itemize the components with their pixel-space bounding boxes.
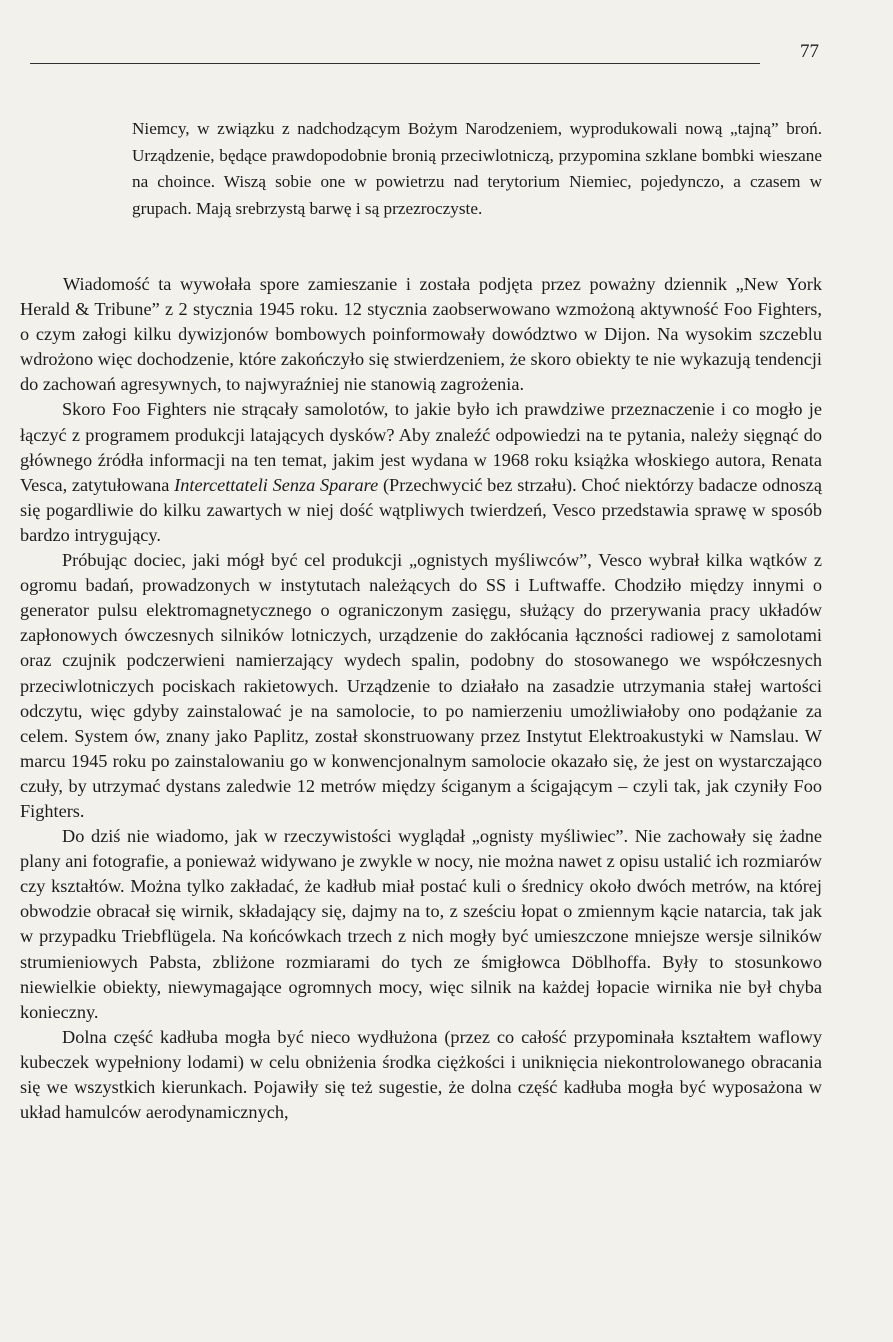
paragraph-3: Próbując dociec, jaki mógł być cel produkcji „ognistych myśliwców”, Vesco wybrał kilka wątków z ogromu badań, prowadzonych w instytutach należących do SS i Luftwaffe. Chodziło między innymi o generator pulsu elektromagnetycznego o ograniczonym zasięgu, służący do przerywania pracy układów zapłonowych ówczesnych silników lotniczych, urządzenie do zakłócania łączności radiowej z samolotami oraz czujnik podczerwieni namierzający wydech spalin, podobny do stosowanego we współczesnych przeciwlotniczych pociskach rakietowych. Urządzenie to działało na zasadzie utrzymania stałej wartości odczytu, więc gdyby zainstalować je na samolocie, to po namierzeniu umożliwiałoby ono podążanie za celem. System ów, znany jako Paplitz, został skonstruowany przez Instytut Elektroakustyki w Namslau. W marcu 1945 roku po zainstalowaniu go w konwencjonalnym samolocie okazało się, że jest on wystarczająco czuły, by utrzymać dystans zaledwie 12 metrów między ściganym a ścigającym – czyli tak, jak czyniły Foo Fighters. [20,550,822,821]
page-number: 77 [800,41,819,62]
paragraph-1: Wiadomość ta wywołała spore zamieszanie i została podjęta przez poważny dziennik „New York Herald & Tribune” z 2 stycznia 1945 roku. 12 stycznia zaobserwowano wzmożoną aktywność Foo Fighters, o czym załogi kilku dywizjonów bombowych poinformowały dowództwo w Dijon. Na wysokim szczeblu wdrożono więc dochodzenie, które zakończyło się stwierdzeniem, że skoro obiekty te nie wykazują tendencji do zachowań agresywnych, to najwyraźniej nie stanowią zagrożenia. [20,274,822,395]
paragraph-2 [20,397,822,548]
paragraph-4: Do dziś nie wiadomo, jak w rzeczywistości wyglądał „ognisty myśliwiec”. Nie zachowały się żadne plany ani fotografie, a ponieważ widywano je zwykle w nocy, nie można nawet z opisu ustalić ich rozmiarów czy kształtów. Można tylko zakładać, że kadłub miał postać kuli o średnicy około dwóch metrów, na której obwodzie obracał się wirnik, składający się, dajmy na to, z sześciu łopat o zmiennym kącie natarcia, tak jak w przypadku Triebflügela. Na końcówkach trzech z nich mogły być umieszczone mniejsze wersje silników strumieniowych Pabsta, zbliżone rozmiarami do tych ze śmigłowca Döblhoffa. Były to stosunkowo niewielkie obiekty, niewymagające ogromnych mocy, więc silnik na każdej łopacie wirnika nie był chyba konieczny. [20,826,822,1022]
paragraph-5: Dolna część kadłuba mogła być nieco wydłużona (przez co całość przypominała kształtem waflowy kubeczek wypełniony lodami) w celu obniżenia środka ciężkości i uniknięcia niekontrolowanego obracania się we wszystkich kierunkach. Pojawiły się też sugestie, że dolna część kadłuba mogła być wyposażona w układ hamulców aerodynamicznych, [20,1026,822,1123]
quoted-news-text: Niemcy, w związku z nadchodzącym Bożym Narodzeniem, wyprodukowali nową „tajną” broń. Urządzenie, będące prawdopodobnie bronią przeciwlotniczą, przypomina szklane bombki wieszane na choince. Wiszą sobie one w powietrzu nad terytorium Niemiec, pojedynczo, a czasem w grupach. Mają srebrzystą barwę i są przezroczyste. [132,119,822,218]
paragraph-2-text-before: Skoro Foo Fighters nie strącały samolotów, to jakie było ich prawdziwe przeznaczenie i co mogło je łączyć z programem produkcji latających dysków? Aby znaleźć odpowiedzi na te pytania, należy sięgnąć do głównego źródła informacji na ten temat, jakim jest wydana w 1968 roku książka włoskiego autora, Renata Vesca, zatytułowana [20,399,822,495]
paragraph-2-text-after: (Przechwycić bez strzału). Choć niektórzy badacze odnoszą się pogardliwie do kilku zawartych w niej dość wątpliwych twierdzeń, Vesco przedstawia sprawę w sposób bardzo intrygujący. [20,474,822,545]
body-text [20,272,822,1125]
header-rule [30,63,760,64]
book-title: Intercettateli Senza Sparare [174,474,379,495]
